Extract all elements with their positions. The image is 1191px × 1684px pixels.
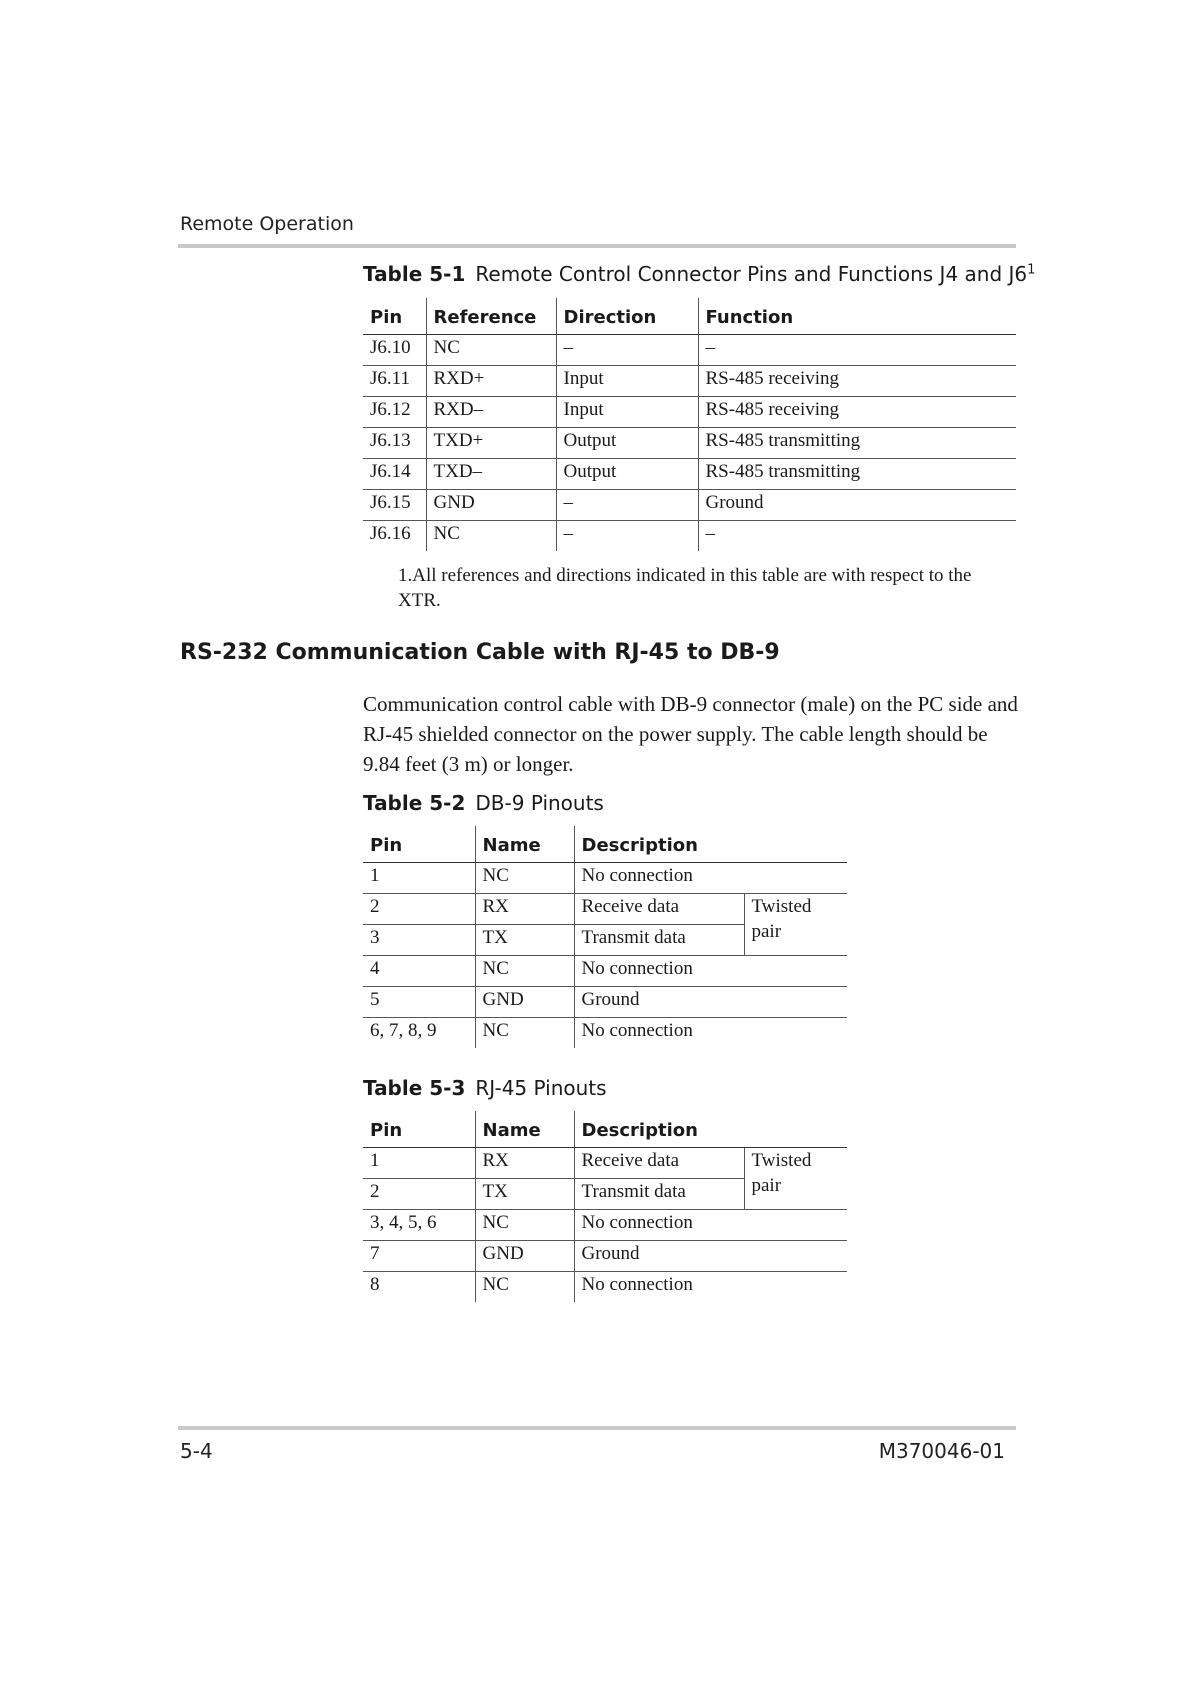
cell-name: RX [475, 1148, 574, 1179]
cell-function: RS-485 transmitting [698, 428, 1016, 459]
cell-name: NC [475, 1210, 574, 1241]
cell-reference: RXD– [426, 397, 556, 428]
cell-direction: – [556, 521, 698, 552]
cell-function: RS-485 receiving [698, 397, 1016, 428]
cell-pin: J6.15 [363, 490, 426, 521]
table-row [363, 428, 1016, 459]
col-header-name: Name [475, 1111, 574, 1148]
table-row [363, 1241, 847, 1272]
col-header-reference: Reference [426, 298, 556, 335]
cell-name: NC [475, 863, 574, 894]
cell-reference: RXD+ [426, 366, 556, 397]
cell-function: RS-485 transmitting [698, 459, 1016, 490]
cell-function: Ground [698, 490, 1016, 521]
running-head: Remote Operation [180, 213, 354, 235]
cell-description: No connection [574, 1272, 847, 1303]
cell-name: GND [475, 987, 574, 1018]
cell-reference: TXD+ [426, 428, 556, 459]
table-label: Table 5-3 [363, 1076, 466, 1100]
cell-direction: Input [556, 366, 698, 397]
cell-pin: 1 [363, 863, 475, 894]
cell-description: Transmit data [574, 1179, 744, 1210]
cell-reference: TXD– [426, 459, 556, 490]
cell-name: NC [475, 956, 574, 987]
cell-direction: Input [556, 397, 698, 428]
table-row [363, 956, 847, 987]
table-row [363, 521, 1016, 552]
table-row [363, 894, 847, 925]
cell-pin: J6.11 [363, 366, 426, 397]
section-heading: RS-232 Communication Cable with RJ-45 to DB-9 [180, 640, 780, 665]
cell-pin: 2 [363, 1179, 475, 1210]
cell-direction: Output [556, 459, 698, 490]
table-row [363, 397, 1016, 428]
table-title: RJ-45 Pinouts [475, 1076, 607, 1100]
footer-rule [178, 1426, 1016, 1430]
cell-pin: 8 [370, 1274, 380, 1295]
cell-description: No connection [574, 863, 847, 894]
table-row [363, 1018, 847, 1049]
table-5-1-caption [363, 262, 1035, 286]
table-label: Table 5-2 [363, 791, 466, 815]
cell-description: No connection [574, 1018, 847, 1049]
col-header-description: Description [574, 826, 847, 863]
cell-direction: Output [556, 428, 698, 459]
cell-function: – [698, 521, 1016, 552]
col-header-pin: Pin [363, 826, 475, 863]
table-5-3-caption [363, 1076, 607, 1100]
table-row [363, 1210, 847, 1241]
table-5-2-caption [363, 791, 604, 815]
cell-name: NC [475, 1018, 574, 1049]
cell-pin: J6.16 [370, 523, 411, 544]
table-title: DB-9 Pinouts [475, 791, 604, 815]
table-header-row [363, 1111, 847, 1148]
col-header-description: Description [574, 1111, 847, 1148]
cell-description: Receive data [574, 894, 744, 925]
table-footnote: 1.All references and directions indicated in this table are with respect to the XTR. [398, 565, 972, 611]
cell-description: No connection [574, 956, 847, 987]
table-5-1 [363, 298, 1016, 551]
cell-description: Transmit data [574, 925, 744, 956]
col-header-name: Name [475, 826, 574, 863]
cell-direction: – [556, 335, 698, 366]
cell-pin: 3 [363, 925, 475, 956]
cell-description: Ground [574, 987, 847, 1018]
footnote-mark: 1 [1027, 262, 1036, 278]
table-header-row [363, 298, 1016, 335]
table-title: Remote Control Connector Pins and Functions J4 and J6 [475, 262, 1028, 286]
cell-name: RX [475, 894, 574, 925]
table-label: Table 5-1 [363, 262, 466, 286]
col-header-function: Function [698, 298, 1016, 335]
cell-function: RS-485 receiving [698, 366, 1016, 397]
table-row [363, 987, 847, 1018]
table-row [363, 490, 1016, 521]
document-number: M370046-01 [878, 1439, 1005, 1463]
col-header-direction: Direction [556, 298, 698, 335]
cell-name: TX [475, 925, 574, 956]
cell-pin: 6, 7, 8, 9 [370, 1020, 437, 1041]
cell-pin: 1 [363, 1148, 475, 1179]
cell-pin: 2 [363, 894, 475, 925]
cell-pin: 3, 4, 5, 6 [363, 1210, 475, 1241]
table-5-3 [363, 1111, 847, 1302]
cell-pin: J6.12 [363, 397, 426, 428]
cell-name: GND [475, 1241, 574, 1272]
cell-pin: 4 [363, 956, 475, 987]
cell-name: NC [475, 1272, 574, 1303]
cell-pin: 5 [363, 987, 475, 1018]
cell-pin: J6.13 [363, 428, 426, 459]
cell-description: Receive data [574, 1148, 744, 1179]
body-paragraph: Communication control cable with DB-9 connector (male) on the PC side and RJ-45 shielded connector on the power supply. The cable length should be 9.84 feet (3 m) or longer. [363, 692, 1018, 776]
table-row [363, 366, 1016, 397]
col-header-pin: Pin [363, 1111, 475, 1148]
cell-reference: NC [426, 521, 556, 552]
cell-reference: GND [426, 490, 556, 521]
cell-direction: – [556, 490, 698, 521]
cell-description: Ground [574, 1241, 847, 1272]
cell-pin: J6.14 [363, 459, 426, 490]
cell-function: – [698, 335, 1016, 366]
cell-twisted-pair: Twisted pair [744, 1148, 847, 1210]
cell-name: TX [475, 1179, 574, 1210]
cell-twisted-pair: Twisted pair [744, 894, 847, 956]
table-row [363, 1148, 847, 1179]
cell-reference: NC [426, 335, 556, 366]
table-5-2 [363, 826, 847, 1048]
table-row [363, 335, 1016, 366]
table-row [363, 459, 1016, 490]
page-number: 5-4 [180, 1439, 213, 1463]
table-row [363, 863, 847, 894]
col-header-pin: Pin [363, 298, 426, 335]
cell-pin: 7 [363, 1241, 475, 1272]
table-row [363, 1272, 847, 1303]
table-header-row [363, 826, 847, 863]
cell-description: No connection [574, 1210, 847, 1241]
header-rule [178, 244, 1016, 248]
cell-pin: J6.10 [363, 335, 426, 366]
